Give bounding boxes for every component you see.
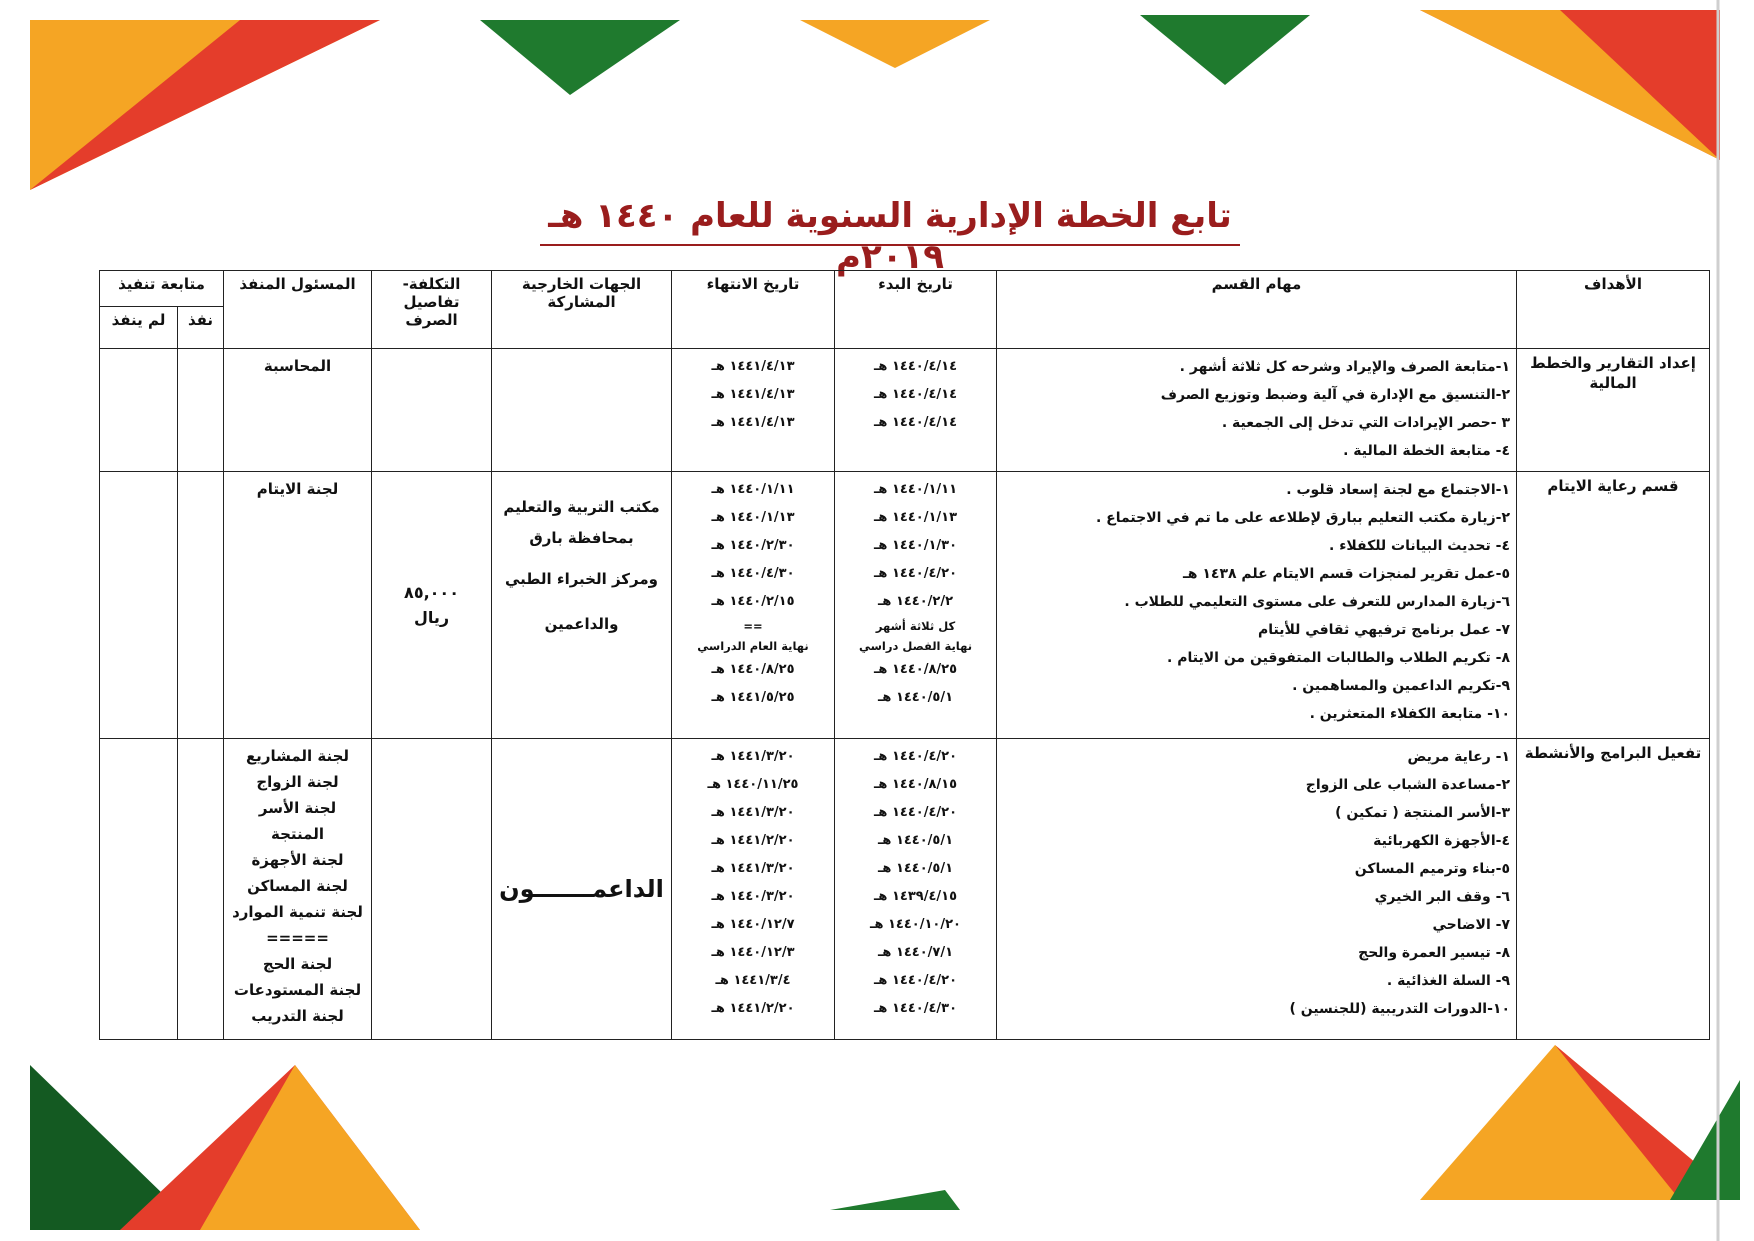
responsible-item: المنتجة bbox=[271, 825, 324, 844]
header-goals: الأهداف bbox=[1517, 271, 1710, 349]
start-note: كل ثلاثة أشهر bbox=[875, 619, 956, 634]
task-item: ١-الاجتماع مع لجنة إسعاد قلوب . bbox=[1286, 482, 1510, 499]
cost-cell bbox=[372, 472, 492, 739]
tasks-cell bbox=[997, 472, 1517, 739]
parties-cell bbox=[492, 349, 672, 472]
start-date: ١٤٤٠/٤/١٤ هـ bbox=[873, 359, 958, 374]
end-date: ١٤٤١/٤/١٣ هـ bbox=[711, 359, 795, 374]
task-item: ١-متابعة الصرف والإيراد وشرحه كل ثلاثة أشهر . bbox=[1179, 359, 1510, 375]
task-item: ٨- تيسير العمرة والحج bbox=[1358, 945, 1510, 962]
responsible-cell bbox=[224, 472, 372, 739]
responsible-item: لجنة الأسر bbox=[258, 799, 337, 818]
cost-cell bbox=[372, 739, 492, 1040]
header-end-date: تاريخ الانتهاء bbox=[672, 271, 835, 349]
start-dates-cell bbox=[835, 349, 997, 472]
start-date: ١٤٤٠/٥/١ هـ bbox=[877, 861, 954, 877]
start-date: ١٤٤٠/٤/٣٠ هـ bbox=[873, 1001, 958, 1017]
task-item: ٥-عمل تقرير لمنجزات قسم الايتام علم ١٤٣٨ هـ bbox=[1182, 566, 1510, 583]
task-item: ١٠-الدورات التدريبية (للجنسين ) bbox=[1289, 1001, 1510, 1018]
header-done: نفذ bbox=[178, 307, 224, 349]
end-date: ١٤٤٠/١/١١ هـ bbox=[711, 482, 795, 498]
done-cell bbox=[178, 349, 224, 472]
task-item: ١٠- متابعة الكفلاء المتعثرين . bbox=[1309, 706, 1510, 723]
task-item: ٣-الأسر المنتجة ( تمكين ) bbox=[1335, 805, 1510, 822]
responsible-item: لجنة تنمية الموارد bbox=[232, 903, 363, 922]
not-done-cell bbox=[100, 349, 178, 472]
task-item: ٧- الاضاحي bbox=[1432, 917, 1510, 934]
responsible-item: المحاسبة bbox=[263, 357, 332, 375]
top-decoration bbox=[30, 10, 1720, 190]
start-date: ١٤٤٠/٥/١ هـ bbox=[877, 690, 954, 706]
responsible-item: لجنة التدريب bbox=[251, 1007, 344, 1026]
cost-amount: ٨٥,٠٠٠ bbox=[404, 583, 459, 603]
task-item: ٣ -حصر الإيرادات التي تدخل إلى الجمعية . bbox=[1221, 415, 1510, 431]
responsible-item: لجنة الحج bbox=[262, 955, 333, 974]
party-item: والداعمين bbox=[544, 615, 619, 634]
header-external-parties: الجهات الخارجية المشاركة bbox=[492, 271, 672, 349]
end-note: == bbox=[743, 619, 763, 634]
responsible-item: لجنة الأجهزة bbox=[251, 851, 344, 870]
end-date: ١٤٤١/٥/٢٥ هـ bbox=[711, 690, 795, 706]
task-item: ٤- تحديث البيانات للكفلاء . bbox=[1329, 538, 1510, 555]
task-item: ٩-تكريم الداعمين والمساهمين . bbox=[1292, 678, 1510, 695]
done-cell bbox=[178, 472, 224, 739]
end-dates-cell bbox=[672, 739, 835, 1040]
header-tasks: مهام القسم bbox=[997, 271, 1517, 349]
task-item: ٥-بناء وترميم المساكن bbox=[1354, 861, 1510, 878]
task-item: ٢-زيارة مكتب التعليم ببارق لإطلاعه على ما تم في الاجتماع . bbox=[1095, 510, 1510, 527]
end-date: ١٤٤٠/١٢/٧ هـ bbox=[711, 917, 795, 933]
goal-cell: تفعيل البرامج والأنشطة bbox=[1517, 739, 1710, 1040]
done-cell bbox=[178, 739, 224, 1040]
task-item: ١- رعاية مريض bbox=[1407, 749, 1510, 766]
tasks-cell bbox=[997, 739, 1517, 1040]
responsible-item: ===== bbox=[266, 929, 329, 948]
end-date: ١٤٤١/٣/٢٠ هـ bbox=[711, 861, 795, 877]
start-note: نهاية الفصل دراسي bbox=[858, 639, 973, 654]
table-row bbox=[100, 739, 1710, 1040]
responsible-item: لجنة المستودعات bbox=[233, 981, 362, 1000]
parties-cell bbox=[492, 472, 672, 739]
start-date: ١٤٤٠/٤/٢٠ هـ bbox=[873, 805, 958, 821]
end-date: ١٤٤٠/٨/٢٥ هـ bbox=[711, 662, 795, 678]
parties-cell: الداعمـــــــون bbox=[492, 739, 672, 1040]
responsible-cell bbox=[224, 349, 372, 472]
start-date: ١٤٤٠/١/١١ هـ bbox=[873, 482, 958, 498]
start-date: ١٤٤٠/٥/١ هـ bbox=[877, 833, 954, 849]
responsible-item: لجنة المساكن bbox=[247, 877, 348, 896]
end-date: ١٤٤٠/٢/٣٠ هـ bbox=[711, 538, 795, 554]
task-item: ٤- متابعة الخطة المالية . bbox=[1343, 443, 1510, 459]
header-responsible: المسئول المنفذ bbox=[224, 271, 372, 349]
end-date: ١٤٤٠/١١/٢٥ هـ bbox=[707, 777, 799, 793]
start-dates-cell bbox=[835, 472, 997, 739]
responsible-item: لجنة الزواج bbox=[256, 773, 339, 792]
not-done-cell bbox=[100, 472, 178, 739]
end-date: ١٤٤١/٣/٢٠ هـ bbox=[711, 749, 795, 765]
start-date: ١٤٤٠/٧/١ هـ bbox=[877, 945, 954, 961]
start-date: ١٤٤٠/٨/٢٥ هـ bbox=[873, 662, 958, 678]
task-item: ٢-مساعدة الشباب على الزواج bbox=[1305, 777, 1510, 794]
goal-cell: إعداد التقارير والخطط المالية bbox=[1517, 349, 1710, 472]
task-item: ٢-التنسيق مع الإدارة في آلية وضبط وتوزيع الصرف bbox=[1160, 387, 1510, 403]
end-date: ١٤٤١/٤/١٣ هـ bbox=[711, 387, 795, 402]
start-date: ١٤٤٠/١/٣٠ هـ bbox=[873, 538, 958, 554]
end-date: ١٤٤١/٢/٢٠ هـ bbox=[711, 1001, 795, 1017]
bottom-decoration bbox=[30, 1045, 1740, 1230]
end-dates-cell bbox=[672, 472, 835, 739]
end-date: ١٤٤٠/٣/٢٠ هـ bbox=[711, 889, 795, 905]
end-date: ١٤٤١/٢/٢٠ هـ bbox=[711, 833, 795, 849]
task-item: ٤-الأجهزة الكهربائية bbox=[1373, 833, 1510, 850]
start-date: ١٤٤٠/١/١٣ هـ bbox=[873, 510, 958, 526]
annual-plan-table bbox=[99, 270, 1710, 1040]
header-start-date: تاريخ البدء bbox=[835, 271, 997, 349]
not-done-cell bbox=[100, 739, 178, 1040]
start-date: ١٤٤٠/٤/١٤ هـ bbox=[873, 415, 958, 430]
responsible-item: لجنة المشاريع bbox=[245, 747, 350, 766]
header-follow-up: متابعة تنفيذ bbox=[100, 271, 224, 307]
task-item: ٨- تكريم الطلاب والطالبات المتفوقين من الايتام . bbox=[1167, 650, 1510, 667]
end-date: ١٤٤١/٣/٢٠ هـ bbox=[711, 805, 795, 821]
end-date: ١٤٤١/٣/٤ هـ bbox=[715, 973, 791, 989]
title-underline bbox=[540, 244, 1240, 246]
start-date: ١٤٤٠/٤/٢٠ هـ bbox=[873, 973, 958, 989]
end-date: ١٤٤٠/١٢/٣ هـ bbox=[711, 945, 795, 961]
task-item: ٦- وقف البر الخيري bbox=[1374, 889, 1510, 906]
start-date: ١٤٤٠/١٠/٢٠ هـ bbox=[870, 917, 961, 933]
cost-cell bbox=[372, 349, 492, 472]
responsible-item: لجنة الايتام bbox=[256, 480, 339, 499]
end-date: ١٤٤١/٤/١٣ هـ bbox=[711, 415, 795, 430]
end-dates-cell bbox=[672, 349, 835, 472]
party-item: ومركز الخبراء الطبي bbox=[505, 570, 658, 589]
tasks-cell bbox=[997, 349, 1517, 472]
party-item: مكتب التربية والتعليم بمحافظة بارق bbox=[503, 498, 660, 548]
end-note: نهاية العام الدراسي bbox=[697, 639, 809, 654]
start-date: ١٤٤٠/٤/١٤ هـ bbox=[873, 387, 958, 402]
responsible-cell bbox=[224, 739, 372, 1040]
header-not-done: لم ينفذ bbox=[100, 307, 178, 349]
goal-cell: قسم رعاية الايتام bbox=[1517, 472, 1710, 739]
table-row bbox=[100, 472, 1710, 739]
task-item: ٧- عمل برنامج ترفيهي ثقافي للأيتام bbox=[1258, 622, 1510, 639]
end-date: ١٤٤٠/٢/١٥ هـ bbox=[711, 594, 795, 610]
start-dates-cell bbox=[835, 739, 997, 1040]
task-item: ٩- السلة الغذائية . bbox=[1386, 973, 1510, 990]
end-date: ١٤٤٠/٤/٣٠ هـ bbox=[711, 566, 795, 582]
start-date: ١٤٤٠/٤/٢٠ هـ bbox=[873, 749, 958, 765]
cost-currency: ريال bbox=[413, 608, 450, 628]
start-date: ١٤٤٠/٢/٢ هـ bbox=[877, 594, 954, 610]
end-date: ١٤٤٠/١/١٣ هـ bbox=[711, 510, 795, 526]
table-row bbox=[100, 349, 1710, 472]
start-date: ١٤٤٠/٤/٢٠ هـ bbox=[873, 566, 958, 582]
header-cost: التكلفة- تفاصيل الصرف bbox=[372, 271, 492, 349]
start-date: ١٤٤٠/٨/١٥ هـ bbox=[873, 777, 958, 793]
task-item: ٦-زيارة المدارس للتعرف على مستوى التعليمي للطلاب . bbox=[1124, 594, 1510, 611]
page-title: تابع الخطة الإدارية السنوية للعام ١٤٤٠ هـ ٢٠١٩م bbox=[548, 196, 1232, 277]
start-date: ١٤٣٩/٤/١٥ هـ bbox=[873, 889, 958, 905]
